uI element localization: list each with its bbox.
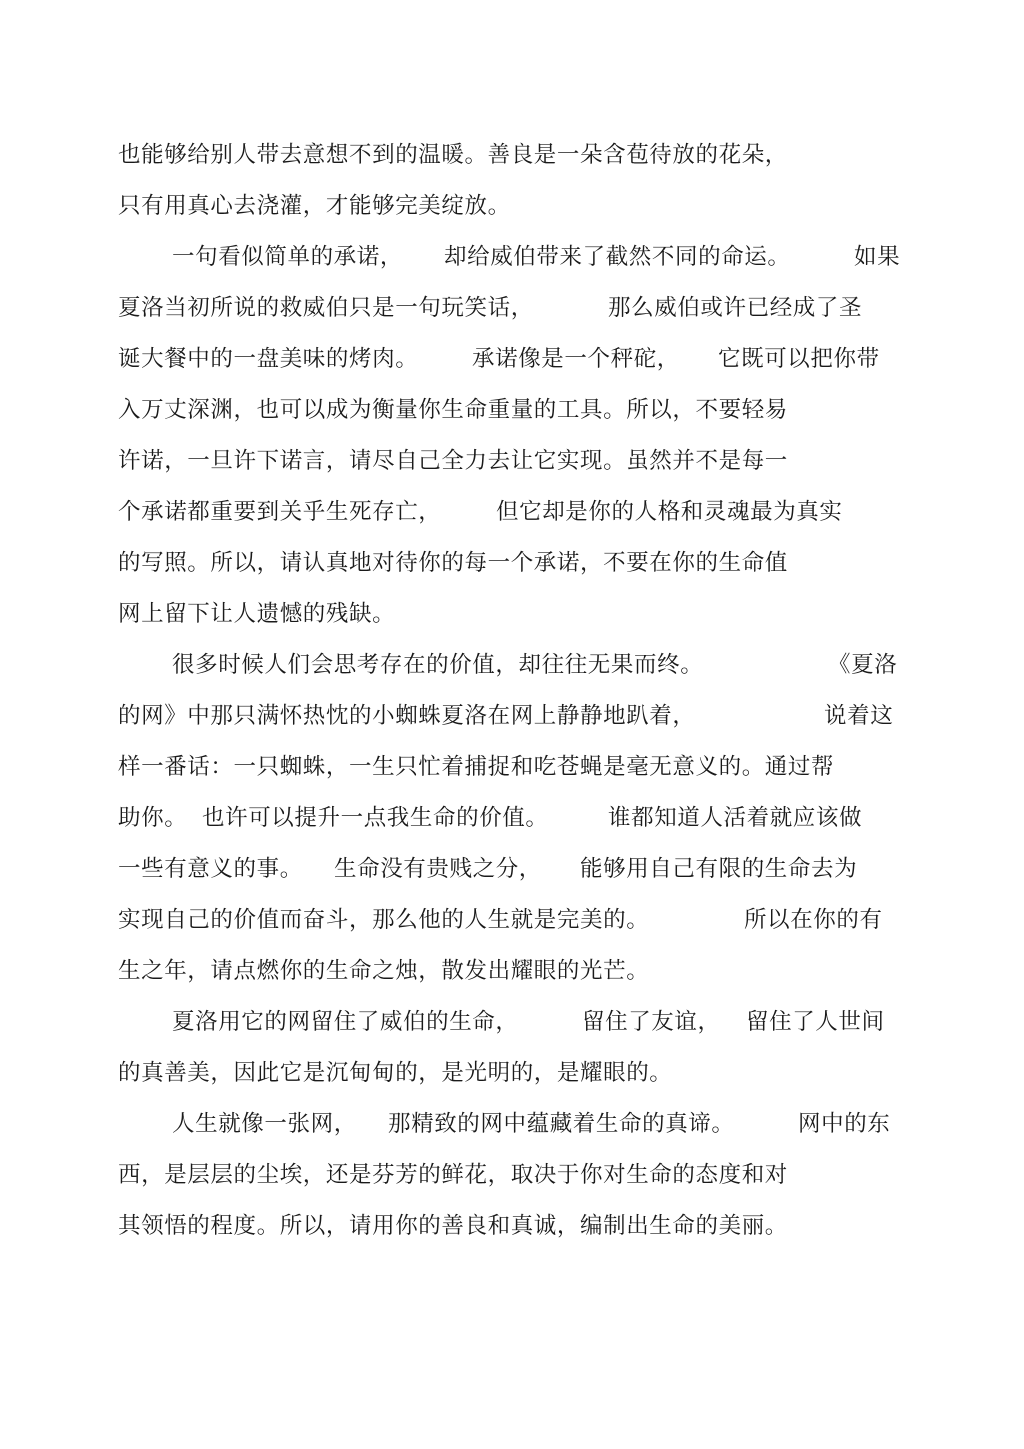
text-line: 个承诺都重要到关乎生死存亡，	[118, 499, 442, 525]
text-line: 它既可以把你带	[718, 346, 880, 372]
text-line: 生之年，请点燃你的生命之烛，散发出耀眼的光芒。	[118, 958, 650, 984]
text-line: 说着这	[824, 703, 894, 729]
text-line: 的真善美，因此它是沉甸甸的，是光明的，是耀眼的。	[118, 1060, 673, 1086]
text-line: 也能够给别人带去意想不到的温暖。善良是一朵含苞待放的花朵，	[118, 142, 788, 168]
text-line: 但它却是你的人格和灵魂最为真实	[496, 499, 843, 525]
text-line: 能够用自己有限的生命去为	[580, 856, 858, 882]
text-line: 《夏洛	[828, 652, 898, 678]
text-line: 留住了人世间	[746, 1009, 885, 1035]
text-line: 也许可以提升一点我生命的价值。	[202, 805, 549, 831]
text-line: 其领悟的程度。所以，请用你的善良和真诚，编制出生命的美丽。	[118, 1213, 788, 1239]
text-line: 一些有意义的事。	[118, 856, 303, 882]
text-line: 诞大餐中的一盘美味的烤肉。	[118, 346, 419, 372]
text-line: 所以在你的有	[744, 907, 883, 933]
text-line: 一句看似简单的承诺，	[172, 244, 404, 270]
text-line: 承诺像是一个秤砣，	[472, 346, 680, 372]
text-line: 人生就像一张网，	[172, 1111, 357, 1137]
text-line: 样一番话：一只蜘蛛，一生只忙着捕捉和吃苍蝇是毫无意义的。通过帮	[118, 754, 835, 780]
text-line: 谁都知道人活着就应该做	[608, 805, 863, 831]
text-line: 却给威伯带来了截然不同的命运。	[444, 244, 791, 270]
text-line: 留住了友谊，	[582, 1009, 721, 1035]
text-line: 实现自己的价值而奋斗，那么他的人生就是完美的。	[118, 907, 650, 933]
text-line: 网中的东	[798, 1111, 891, 1137]
text-line: 许诺，一旦许下诺言，请尽自己全力去让它实现。虽然并不是每一	[118, 448, 788, 474]
text-line: 如果	[854, 244, 901, 270]
text-line: 那么威伯或许已经成了圣	[608, 295, 863, 321]
text-line: 夏洛当初所说的救威伯只是一句玩笑话，	[118, 295, 534, 321]
text-line: 生命没有贵贱之分，	[334, 856, 542, 882]
text-line: 那精致的网中蕴藏着生命的真谛。	[388, 1111, 735, 1137]
text-line: 很多时候人们会思考存在的价值，却往往无果而终。	[172, 652, 704, 678]
text-line: 西，是层层的尘埃，还是芬芳的鲜花，取决于你对生命的态度和对	[118, 1162, 788, 1188]
text-line: 的写照。所以，请认真地对待你的每一个承诺，不要在你的生命值	[118, 550, 788, 576]
text-line: 助你。	[118, 805, 188, 831]
text-line: 网上留下让人遗憾的残缺。	[118, 601, 396, 627]
text-line: 入万丈深渊，也可以成为衡量你生命重量的工具。所以，不要轻易	[118, 397, 788, 423]
text-line: 的网》中那只满怀热忱的小蜘蛛夏洛在网上静静地趴着，	[118, 703, 696, 729]
text-line: 夏洛用它的网留住了威伯的生命，	[172, 1009, 519, 1035]
text-line: 只有用真心去浇灌，才能够完美绽放。	[118, 193, 511, 219]
